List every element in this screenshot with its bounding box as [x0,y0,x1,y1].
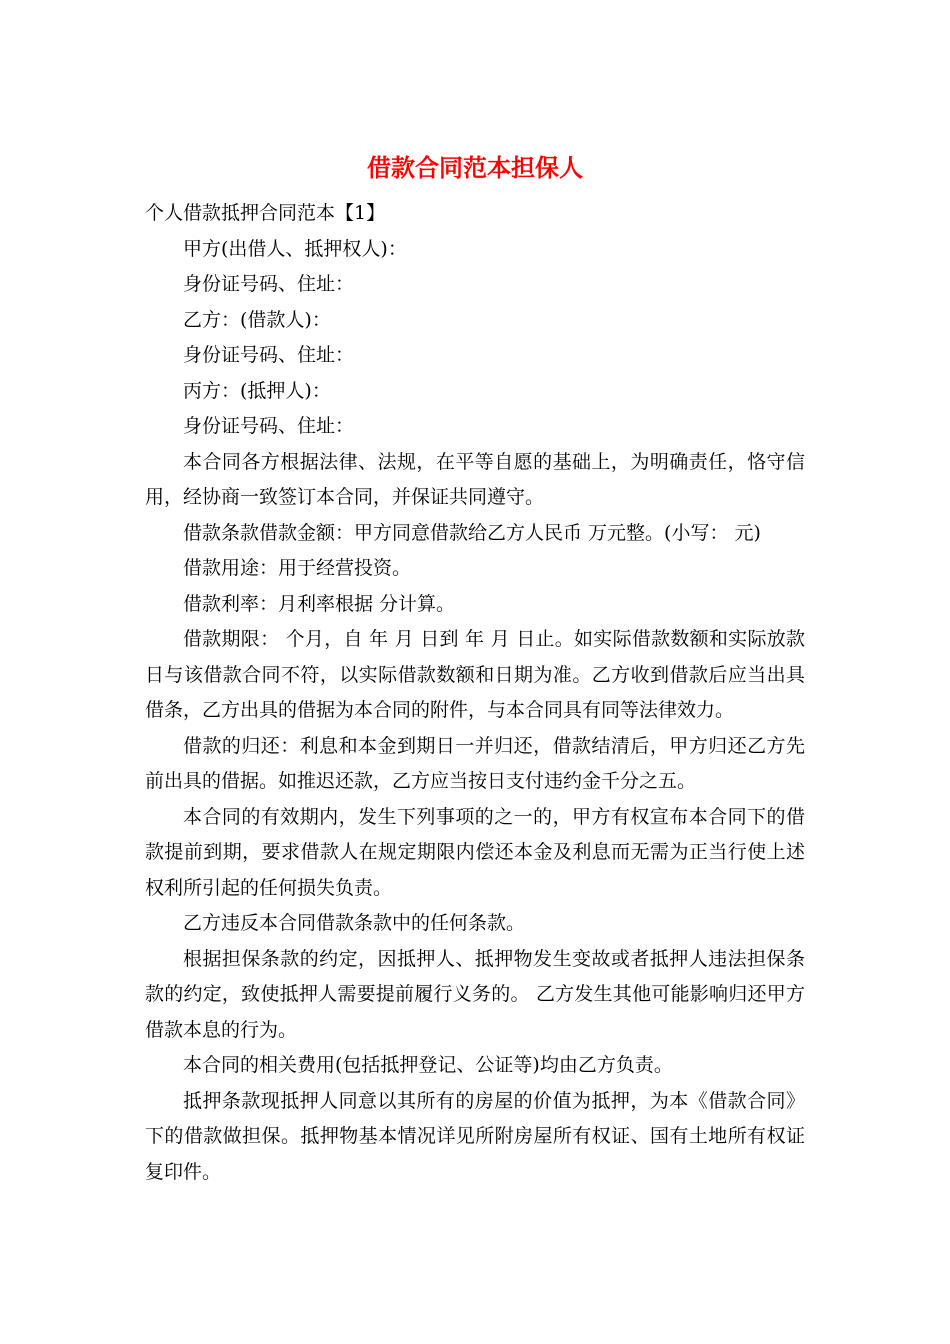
paragraph-loan-rate: 借款利率：月利率根据 分计算。 [183,592,456,615]
paragraph-party-c: 丙方：(抵押人)： [183,379,331,402]
paragraph-party-a: 甲方(出借人、抵押权人)： [183,237,407,260]
paragraph-fees: 本合同的相关费用(包括抵押登记、公证等)均由乙方负责。 [183,1054,673,1076]
paragraph-party-a-id: 身份证号码、住址： [183,273,355,295]
section-heading: 个人借款抵押合同范本【1】 [145,202,386,224]
paragraph-guarantee-event: 根据担保条款的约定，因抵押人、抵押物发生变故或者抵押人违法担保条款的约定，致使抵押人需要提前履行义务的。 乙方发生其他可能影响归还甲方借款本息的行为。 [145,947,805,1041]
paragraph-preamble: 本合同各方根据法律、法规，在平等自愿的基础上，为明确责任，恪守信用，经协商一致签订本合同，并保证共同遵守。 [145,450,805,508]
paragraph-loan-purpose: 借款用途：用于经营投资。 [183,557,412,579]
paragraph-loan-term: 借款期限： 个月，自 年 月 日到 年 月 日止。如实际借款数额和实际放款日与该借款合同不符，以实际借款数额和日期为准。乙方收到借款后应当出具借条，乙方出具的借据为本合同的附件，与本合同具有同等法律效力。 [145,628,805,721]
paragraph-loan-amount: 借款条款借款金额：甲方同意借款给乙方人民币 万元整。(小写： 元) [183,521,761,544]
paragraph-repayment: 借款的归还：利息和本金到期日一并归还，借款结清后，甲方归还乙方先前出具的借据。如推迟还款，乙方应当按日支付违约金千分之五。 [145,734,805,792]
document-title: 借款合同范本担保人 [367,153,583,182]
document-body [145,196,805,1190]
paragraph-breach: 乙方违反本合同借款条款中的任何条款。 [183,912,526,934]
paragraph-party-b: 乙方：(借款人)： [183,308,331,331]
paragraph-party-b-id: 身份证号码、住址： [183,344,355,366]
paragraph-party-c-id: 身份证号码、住址： [183,415,355,437]
paragraph-mortgage: 抵押条款现抵押人同意以其所有的房屋的价值为抵押，为本《借款合同》下的借款做担保。抵押物基本情况详见所附房屋所有权证、国有土地所有权证复印件。 [145,1089,805,1183]
paragraph-acceleration: 本合同的有效期内，发生下列事项的之一的，甲方有权宣布本合同下的借款提前到期，要求借款人在规定期限内偿还本金及利息而无需为正当行使上述权利所引起的任何损失负责。 [145,805,805,899]
